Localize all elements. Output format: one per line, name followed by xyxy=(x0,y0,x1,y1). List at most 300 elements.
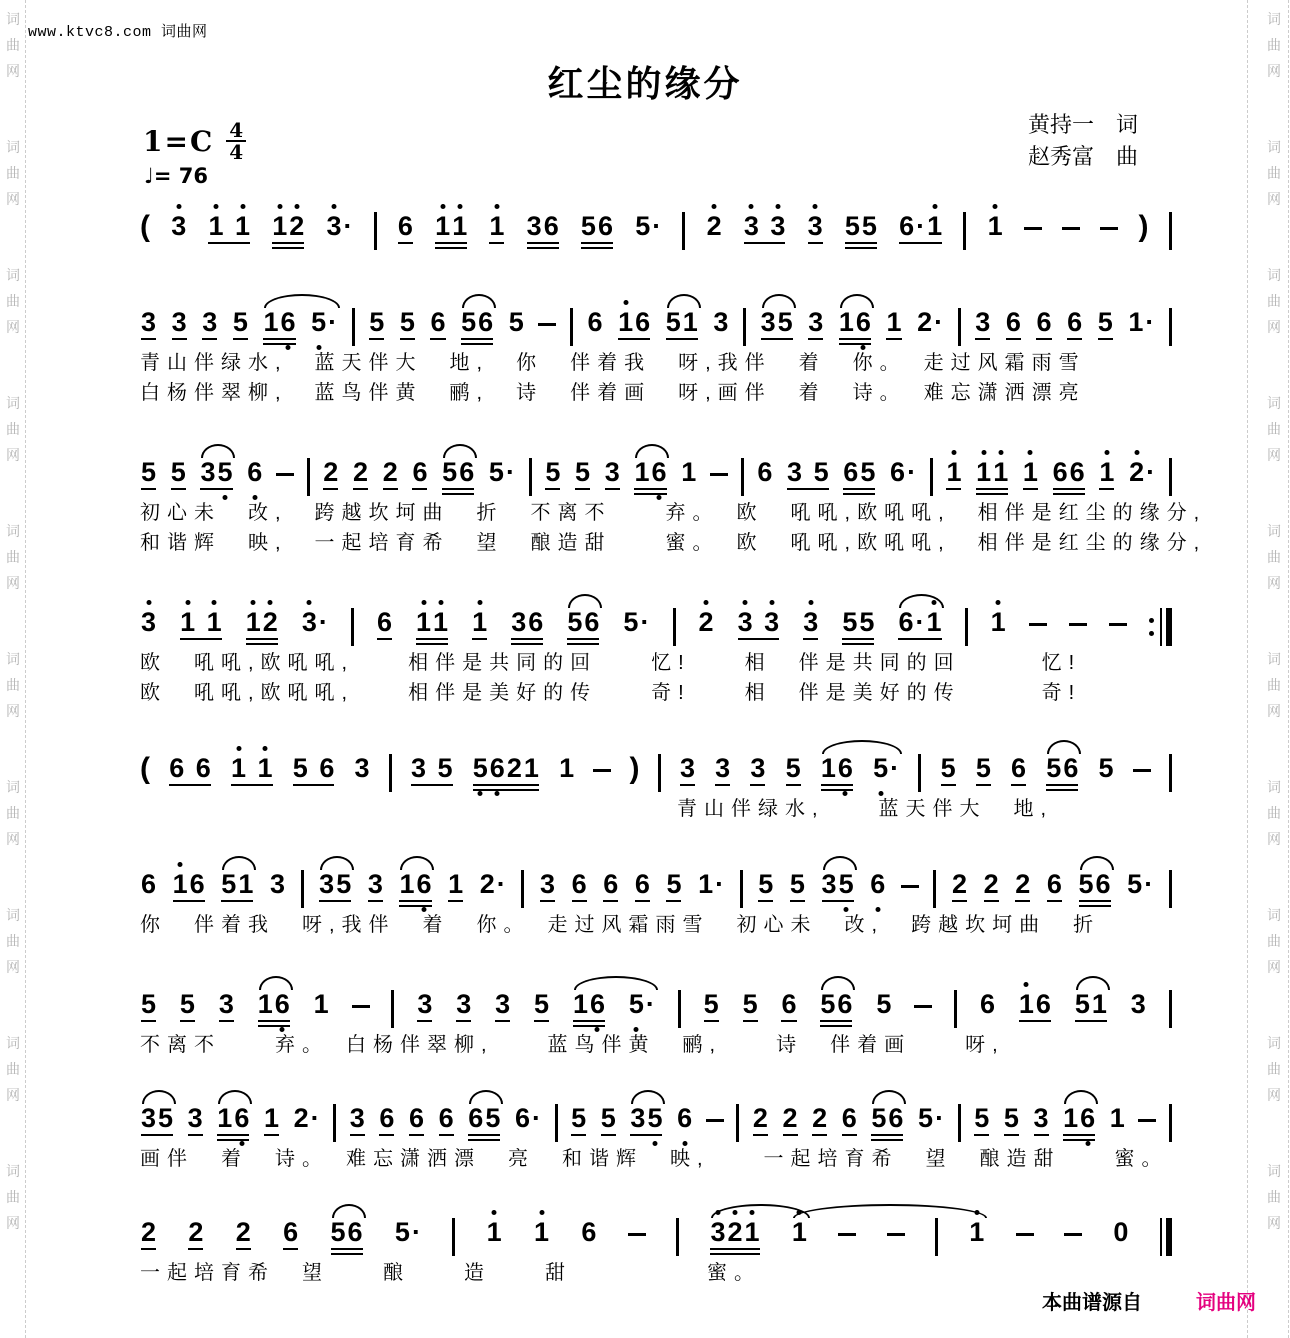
note-token xyxy=(171,308,188,348)
notes-row xyxy=(140,974,1172,1030)
note-token xyxy=(232,308,249,348)
note-digit: 6 xyxy=(899,211,915,241)
note-token xyxy=(218,990,235,1030)
note-digit: 2 xyxy=(288,212,305,240)
duration-underline xyxy=(439,1134,454,1136)
slur-arc xyxy=(332,1204,366,1218)
footer-site-link[interactable]: 词曲网 xyxy=(1196,1292,1256,1314)
octave-dot-below xyxy=(595,1027,600,1032)
duration-underline xyxy=(634,488,666,490)
barline xyxy=(741,458,744,496)
note-digit: 6 xyxy=(1052,457,1068,487)
note-token xyxy=(945,458,962,498)
note-digit: 3 xyxy=(1130,989,1146,1019)
dash-note xyxy=(1138,1119,1156,1122)
final-barline xyxy=(1160,1218,1172,1256)
note-digit: 6 xyxy=(397,211,413,241)
note-token xyxy=(676,1104,693,1144)
barline xyxy=(301,870,304,908)
note-digit: 5 xyxy=(310,308,327,336)
watermark-char: 词 xyxy=(1267,139,1281,155)
score-line-2 xyxy=(140,292,1172,408)
duration-underline xyxy=(180,1020,195,1022)
note-digit: 3 xyxy=(807,212,824,240)
duration-underline xyxy=(461,338,493,340)
duration-underline xyxy=(368,900,383,902)
note-digit: 3 xyxy=(679,753,695,783)
note-token xyxy=(811,1104,828,1144)
duration-underline xyxy=(456,1020,471,1022)
note-digit: 6 xyxy=(1095,869,1111,899)
watermark-group xyxy=(1264,262,1284,340)
note-digit: 3 xyxy=(750,753,766,783)
note-token xyxy=(1112,1218,1129,1258)
note-digit: 3 xyxy=(456,989,472,1019)
note-token xyxy=(447,870,464,910)
note-token xyxy=(975,458,1009,498)
note-digit: 1 xyxy=(432,608,449,636)
note-token xyxy=(917,1104,945,1144)
duration-underline xyxy=(573,1025,605,1027)
note-digit: 6 xyxy=(543,211,559,241)
note-token xyxy=(897,608,942,648)
note-token xyxy=(318,870,352,910)
note-digit: 1 xyxy=(1098,458,1115,486)
note-token xyxy=(354,754,371,794)
notes-row xyxy=(140,592,1172,648)
note-digit: 2 xyxy=(323,457,339,487)
note-digit: 1 xyxy=(681,457,697,487)
barline xyxy=(673,608,676,646)
note-digit: 1 xyxy=(238,869,254,899)
watermark-char: 曲 xyxy=(6,293,20,309)
note-digit: 5 xyxy=(170,457,186,487)
note-digit: 6 xyxy=(597,211,613,241)
barline xyxy=(658,754,661,792)
barline xyxy=(1169,870,1172,908)
note-token xyxy=(1078,870,1112,910)
lyric-row: 白杨伴翠柳, 蓝鸟伴黄 鹂, 诗 伴着画 呀,画伴 着 诗。 难忘潇洒漂亮 xyxy=(140,382,1086,404)
note-digit: 5 xyxy=(442,457,458,487)
note-token xyxy=(1035,308,1052,348)
watermark-group xyxy=(3,1030,23,1108)
note-token xyxy=(378,1104,395,1144)
note-digit: 1 xyxy=(925,608,942,636)
note-token xyxy=(665,870,682,910)
note-digit: 5 xyxy=(666,869,682,899)
note-token xyxy=(1127,308,1155,348)
note-token xyxy=(1130,990,1147,1030)
note-digit: 1 xyxy=(682,307,698,337)
note-token xyxy=(282,1218,299,1258)
note-token xyxy=(749,754,766,794)
note-token xyxy=(760,308,794,348)
note-token xyxy=(368,308,385,348)
barline xyxy=(307,458,310,496)
note-digit: 3 xyxy=(713,307,729,337)
octave-dot-below xyxy=(682,1141,687,1146)
note-token xyxy=(757,870,774,910)
watermark-group xyxy=(3,262,23,340)
octave-dot-above xyxy=(240,204,245,209)
octave-dot-above xyxy=(743,600,748,605)
note-digit: 1 xyxy=(1022,458,1039,486)
duration-underline xyxy=(571,1134,586,1136)
octave-dot-above xyxy=(440,204,445,209)
notes-row xyxy=(140,1088,1172,1144)
note-digit: 6 xyxy=(468,1103,484,1133)
right-dashed-border-inner xyxy=(1247,0,1248,1338)
watermark-group xyxy=(1264,390,1284,468)
note-token xyxy=(951,870,968,910)
note-digit: 6 xyxy=(584,607,600,637)
duration-underline xyxy=(1063,1139,1095,1141)
note-digit: 5 xyxy=(665,307,681,337)
watermark-char: 曲 xyxy=(6,805,20,821)
note-digit: 5 xyxy=(635,211,651,241)
note-token xyxy=(807,212,824,252)
note-digit: · xyxy=(318,607,328,637)
duration-underline xyxy=(820,1025,852,1027)
dash-note xyxy=(276,473,294,476)
note-digit: 3 xyxy=(410,753,427,783)
note-digit: 5 xyxy=(1127,869,1143,899)
note-token xyxy=(488,212,505,252)
note-digit: 3 xyxy=(808,307,824,337)
note-token xyxy=(712,308,729,348)
barline xyxy=(935,1218,938,1256)
note-token xyxy=(322,458,339,498)
note-token xyxy=(179,608,223,648)
note-digit: 5 xyxy=(580,211,596,241)
watermark-char: 网 xyxy=(1267,831,1281,847)
note-token xyxy=(709,1218,760,1258)
note-digit: 5 xyxy=(872,754,889,782)
note-token xyxy=(844,212,878,252)
note-digit xyxy=(196,608,206,636)
note-token xyxy=(580,1218,597,1258)
note-token xyxy=(140,1104,174,1144)
octave-dot-above xyxy=(981,450,986,455)
note-digit: 5 xyxy=(221,869,237,899)
note-token xyxy=(782,1104,799,1144)
note-token xyxy=(742,990,759,1030)
note-token xyxy=(558,754,575,794)
note-digit: 1 xyxy=(434,212,451,240)
note-digit: 3 xyxy=(495,989,511,1019)
note-digit: 1 xyxy=(263,307,279,337)
duration-underline xyxy=(180,638,222,640)
slur-arc xyxy=(259,976,293,990)
watermark-char: 曲 xyxy=(1267,549,1281,565)
duration-underline xyxy=(263,338,295,340)
note-digit: 6 xyxy=(1011,753,1027,783)
duration-underline xyxy=(448,900,463,902)
note-token xyxy=(140,308,157,348)
duration-underline xyxy=(398,242,413,244)
watermark-char: 曲 xyxy=(1267,165,1281,181)
note-digit: 5 xyxy=(437,753,453,783)
note-digit: · xyxy=(715,869,725,899)
note-digit: 5 xyxy=(485,1103,501,1133)
note-token xyxy=(629,1104,663,1144)
note-digit: 6 xyxy=(430,307,446,337)
note-digit: 1 xyxy=(820,753,836,783)
watermark-group xyxy=(3,646,23,724)
note-digit: 3 xyxy=(269,869,285,899)
octave-dot-above xyxy=(176,204,181,209)
note-token xyxy=(429,308,446,348)
watermark-char: 曲 xyxy=(1267,293,1281,309)
duration-underline xyxy=(258,1025,290,1027)
duration-underline xyxy=(808,242,823,244)
note-token xyxy=(622,608,650,648)
note-digit: · xyxy=(640,607,650,637)
barline xyxy=(351,608,354,646)
watermark-char: 曲 xyxy=(6,421,20,437)
note-digit: 1 xyxy=(968,1218,985,1246)
duration-underline xyxy=(634,493,666,495)
duration-underline xyxy=(141,1248,156,1250)
duration-underline xyxy=(409,1134,424,1136)
note-token xyxy=(1022,458,1039,498)
watermark-char: 词 xyxy=(6,523,20,539)
duration-underline xyxy=(976,493,1008,495)
dash-note xyxy=(901,885,919,888)
note-digit: 1 xyxy=(1109,1103,1125,1133)
note-digit: 3 xyxy=(218,989,234,1019)
watermark-group xyxy=(1264,774,1284,852)
note-digit: · xyxy=(343,211,353,241)
note-digit: 5 xyxy=(871,1103,887,1133)
octave-dot-below xyxy=(878,791,883,796)
octave-dot-above xyxy=(998,450,1003,455)
note-digit: 3 xyxy=(200,457,216,487)
note-token xyxy=(587,308,604,348)
note-digit: 1 xyxy=(415,608,432,636)
note-digit: 2 xyxy=(353,457,369,487)
note-token xyxy=(889,458,917,498)
duration-underline xyxy=(272,247,304,249)
duration-underline xyxy=(1046,784,1078,786)
barline xyxy=(740,870,743,908)
octave-dot-above xyxy=(185,600,190,605)
octave-dot-above xyxy=(932,204,937,209)
note-token xyxy=(703,990,720,1030)
duration-underline xyxy=(511,638,543,640)
duration-underline xyxy=(319,900,351,902)
note-digit: 1 xyxy=(1128,307,1144,337)
watermark-char: 网 xyxy=(6,1087,20,1103)
note-token xyxy=(789,870,806,910)
duration-underline xyxy=(412,488,427,490)
composer-role: 曲 xyxy=(1116,145,1139,170)
barline xyxy=(1169,458,1172,496)
note-token xyxy=(486,1218,503,1258)
barline xyxy=(958,1104,961,1142)
note-token xyxy=(415,608,449,648)
note-token xyxy=(1062,1104,1096,1144)
note-digit: 6 xyxy=(841,1103,857,1133)
note-digit: 1 xyxy=(698,869,714,899)
duration-underline xyxy=(952,900,967,902)
note-digit: 5 xyxy=(1097,307,1113,337)
duration-underline xyxy=(246,643,278,645)
note-digit: 6 xyxy=(1079,1104,1096,1132)
note-digit: 6 xyxy=(438,1103,454,1133)
note-token xyxy=(602,870,619,910)
note-digit: 1 xyxy=(257,989,273,1019)
note-digit: 2 xyxy=(382,457,398,487)
note-token xyxy=(411,458,428,498)
note-digit: 3 xyxy=(769,212,786,240)
parenthesis: ) xyxy=(1138,210,1149,243)
dash-note xyxy=(1024,227,1042,230)
watermark-char: 网 xyxy=(6,63,20,79)
right-watermark-column xyxy=(1264,6,1284,1286)
note-digit: 6 xyxy=(603,869,619,899)
slur-arc xyxy=(872,1090,906,1104)
note-token xyxy=(617,308,651,348)
note-token xyxy=(1018,990,1052,1030)
note-token xyxy=(665,308,699,348)
note-digit: 2 xyxy=(188,1217,204,1247)
octave-dot-above xyxy=(268,600,273,605)
duration-underline xyxy=(1004,1134,1019,1136)
barline xyxy=(1169,308,1172,346)
watermark-char: 曲 xyxy=(6,549,20,565)
footer-source-label: 本曲谱源自 xyxy=(1042,1292,1142,1314)
note-token xyxy=(604,458,621,498)
note-token xyxy=(979,990,996,1030)
note-digit: 6 xyxy=(781,989,797,1019)
note-digit: 6 xyxy=(890,457,906,487)
barline xyxy=(452,1218,455,1256)
dash-note xyxy=(1064,1233,1082,1236)
octave-dot-below xyxy=(222,495,227,500)
dash-note xyxy=(628,1233,646,1236)
duration-underline xyxy=(141,338,156,340)
note-digit: 0 xyxy=(1113,1217,1129,1247)
note-token xyxy=(1128,458,1156,498)
note-digit xyxy=(247,754,257,782)
watermark-char: 网 xyxy=(1267,1215,1281,1231)
duration-underline xyxy=(221,900,253,902)
barline xyxy=(570,308,573,346)
note-digit: 1 xyxy=(533,1218,550,1246)
watermark-char: 词 xyxy=(1267,779,1281,795)
note-token xyxy=(570,1104,587,1144)
watermark-char: 词 xyxy=(6,267,20,283)
duration-underline xyxy=(534,1020,549,1022)
note-digit: 1 xyxy=(207,212,224,240)
duration-underline xyxy=(511,643,543,645)
left-dashed-border xyxy=(25,0,26,1338)
note-digit: 3 xyxy=(737,608,754,636)
note-digit: 2 xyxy=(812,1103,828,1133)
note-digit: 6 xyxy=(587,307,603,337)
duration-underline xyxy=(1053,493,1085,495)
duration-underline xyxy=(743,1020,758,1022)
dash-note xyxy=(352,1005,370,1008)
note-token xyxy=(399,308,416,348)
octave-dot-above xyxy=(212,600,217,605)
note-digit: 5 xyxy=(758,869,774,899)
duration-underline xyxy=(704,1020,719,1022)
slur-arc xyxy=(462,294,496,308)
duration-underline xyxy=(843,488,875,490)
lyricist-role: 词 xyxy=(1116,113,1139,138)
note-digit: 1 xyxy=(263,1103,279,1133)
note-digit: 1 xyxy=(634,457,650,487)
octave-dot-above xyxy=(294,204,299,209)
duration-underline xyxy=(1075,1020,1107,1022)
barline xyxy=(682,212,685,250)
note-digit: 6 xyxy=(528,607,544,637)
duration-underline xyxy=(871,1134,903,1136)
watermark-char: 曲 xyxy=(6,677,20,693)
duration-underline xyxy=(527,247,559,249)
note-token xyxy=(679,754,696,794)
note-digit: 5 xyxy=(508,307,524,337)
note-digit: 6 xyxy=(757,457,773,487)
watermark-char: 词 xyxy=(1267,1163,1281,1179)
lyric-row: 画伴 着 诗。 难忘潇洒漂 亮 和谐辉 映, 一起培育希 望 酿造甜 蜜。 xyxy=(140,1148,1169,1170)
duration-underline xyxy=(331,1253,363,1255)
duration-underline xyxy=(258,1020,290,1022)
dash-note xyxy=(914,1005,932,1008)
repeat-dots xyxy=(1149,618,1154,636)
note-token xyxy=(973,1104,990,1144)
duration-underline xyxy=(738,638,780,640)
note-digit: 1 xyxy=(179,608,196,636)
notes-row xyxy=(140,738,1172,794)
note-digit: 1 xyxy=(975,458,992,486)
note-digit: 6 xyxy=(837,989,853,1019)
watermark-char: 网 xyxy=(1267,191,1281,207)
slur-arc xyxy=(222,856,256,870)
duration-underline xyxy=(1046,789,1078,791)
duration-underline xyxy=(202,338,217,340)
note-digit: 2 xyxy=(235,1217,251,1247)
note-digit xyxy=(309,754,319,782)
duration-underline xyxy=(812,1134,827,1136)
watermark-group xyxy=(1264,1158,1284,1236)
note-digit: 3 xyxy=(187,1103,203,1133)
barline xyxy=(678,990,681,1028)
dash-note xyxy=(706,1119,724,1122)
duration-underline xyxy=(468,1139,500,1141)
note-digit: 5 xyxy=(1003,1103,1019,1133)
duration-underline xyxy=(946,488,961,490)
barline xyxy=(1169,990,1172,1028)
duration-underline xyxy=(331,1248,363,1250)
score-line-1 xyxy=(140,196,1172,252)
octave-dot-above xyxy=(307,600,312,605)
note-digit: 2 xyxy=(506,753,522,783)
duration-underline xyxy=(293,784,335,786)
octave-dot-above xyxy=(263,746,268,751)
note-token xyxy=(455,990,472,1030)
note-digit: 5 xyxy=(1046,753,1062,783)
note-digit: 5 xyxy=(232,307,248,337)
note-digit: 1 xyxy=(987,212,1004,240)
slur-arc xyxy=(631,1090,665,1104)
dash-note xyxy=(887,1233,905,1236)
duration-underline xyxy=(974,1134,989,1136)
slur-arc xyxy=(320,856,354,870)
duration-underline xyxy=(581,242,613,244)
